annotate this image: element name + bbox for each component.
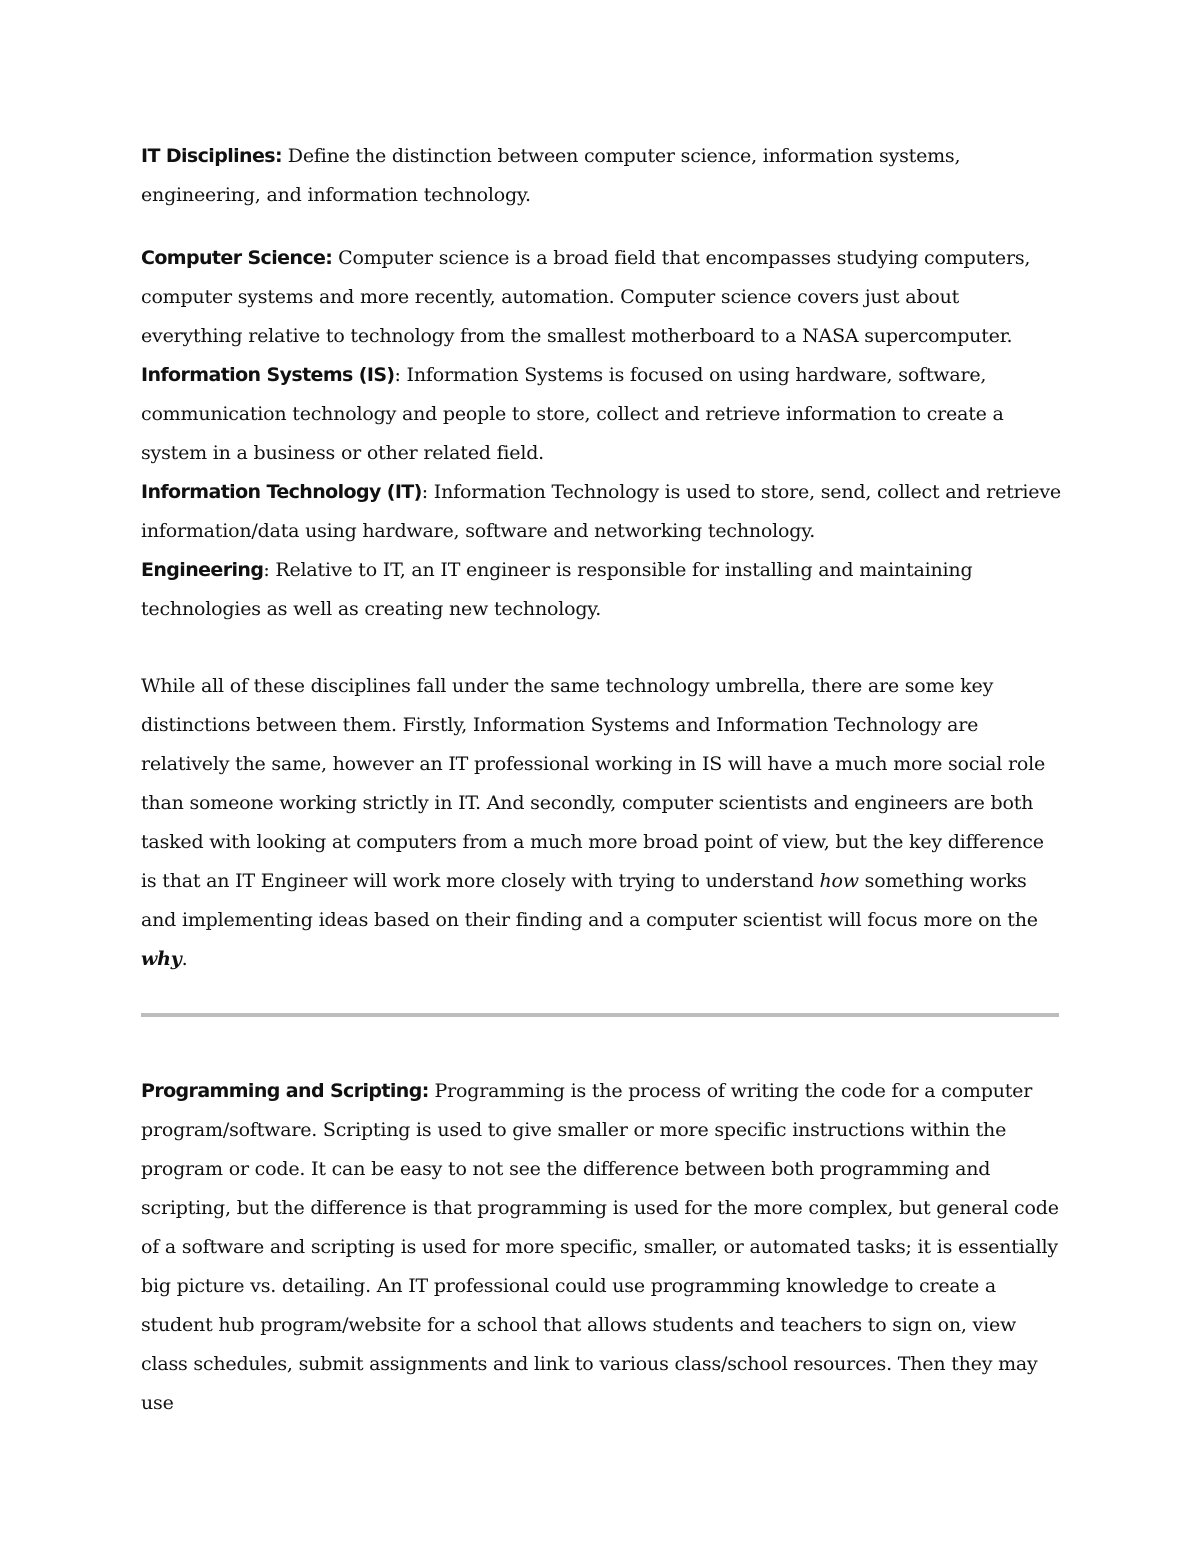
summary-paragraph: [141, 667, 1061, 979]
definition-text: : Information Technology is used to store, send, collect and retrieve information/data using hardware, software and networking technology.: [141, 481, 1061, 542]
definition-text: Computer science is a broad field that encompasses studying computers, computer systems and more recently, automation. Computer science covers just about everything relative to technology from the smallest motherboard to a NASA supercomputer.: [141, 247, 1031, 347]
programming-term: Programming and Scripting:: [141, 1080, 429, 1102]
intro-text: Define the distinction between computer science, information systems, engineering, and information technology.: [141, 145, 961, 206]
definition-engineering: [141, 551, 1061, 629]
definition-term: Engineering: [141, 559, 264, 581]
definition-term: Information Technology (IT): [141, 481, 422, 503]
definition-information-technology: [141, 473, 1061, 551]
programming-paragraph: [141, 1072, 1061, 1423]
definition-computer-science: [141, 239, 1061, 356]
programming-text: Programming is the process of writing the code for a computer program/software. Scripting is used to give smaller or more specific instructions within the program or code. It can be easy to not see the difference between both programming and scripting, but the difference is that programming is used for the more complex, but general code of a software and scripting is used for more specific, smaller, or automated tasks; it is essentially big picture vs. detailing. An IT professional could use programming knowledge to create a student hub program/website for a school that allows students and teachers to sign on, view class schedules, submit assignments and link to various class/school resources. Then they may use: [141, 1080, 1059, 1414]
programming-section: [141, 1072, 1061, 1423]
definition-term: Information Systems (IS): [141, 364, 395, 386]
intro-term: IT Disciplines:: [141, 145, 282, 167]
document-body: [141, 137, 1061, 979]
summary-text-1: While all of these disciplines fall under the same technology umbrella, there are some key distinctions between them. Firstly, Information Systems and Information Technology are relatively the same, however an IT professional working in IS will have a much more social role than someone working strictly in IT. And secondly, computer scientists and engineers are both tasked with looking at computers from a much more broad point of view, but the key difference is that an IT Engineer will work more closely with trying to understand: [141, 675, 1046, 892]
summary-emphasis-how: how: [819, 870, 859, 892]
section-divider: [141, 1013, 1059, 1017]
intro-paragraph: [141, 137, 1061, 215]
definition-term: Computer Science:: [141, 247, 333, 269]
definition-information-systems: [141, 356, 1061, 473]
definition-text: : Information Systems is focused on using hardware, software, communication technology and people to store, collect and retrieve information to create a system in a business or other related field.: [141, 364, 1004, 464]
summary-text-2: something works and implementing ideas based on their finding and a computer scientist will focus more on the: [141, 870, 1038, 931]
definition-text: : Relative to IT, an IT engineer is responsible for installing and maintaining technologies as well as creating new technology.: [141, 559, 973, 620]
summary-end: .: [181, 948, 188, 970]
summary-emphasis-why: why: [141, 948, 182, 970]
